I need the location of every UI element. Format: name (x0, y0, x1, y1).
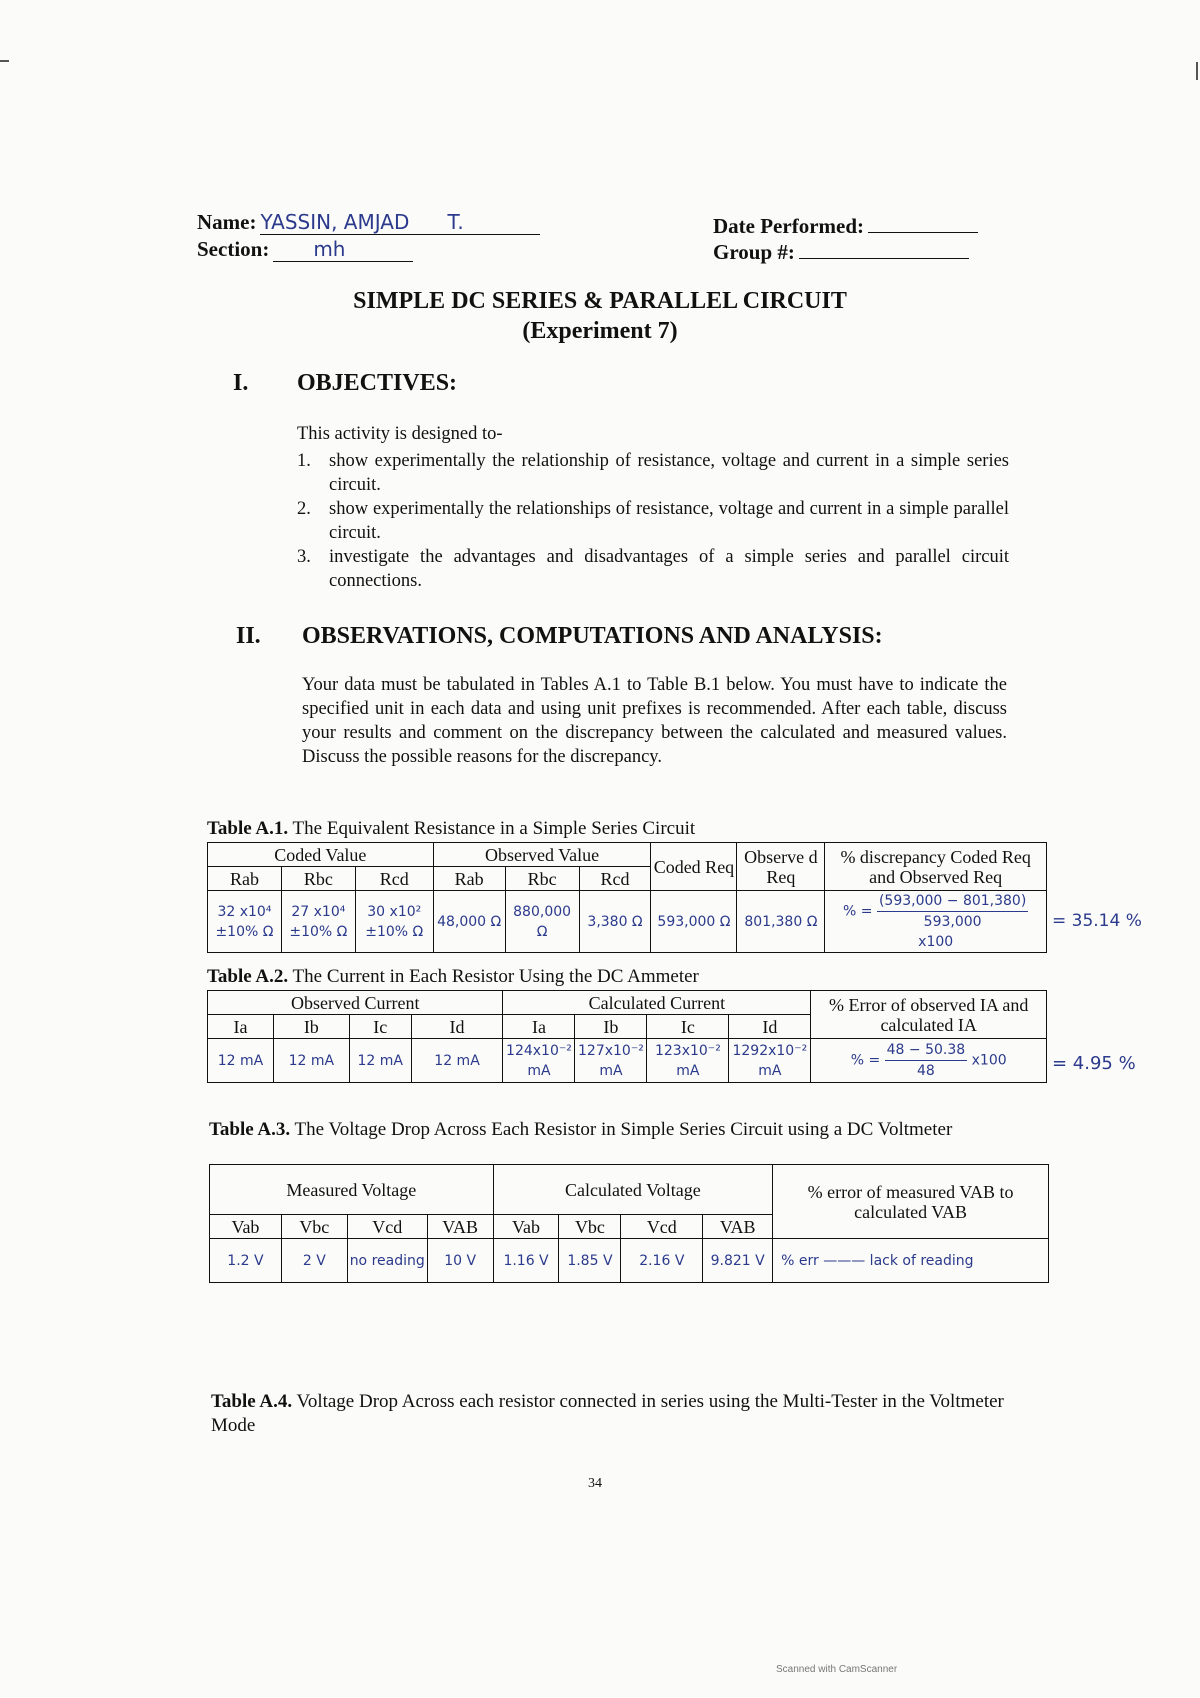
a1-sub-header: Rbc (505, 867, 579, 891)
page-number: 34 (588, 1476, 602, 1491)
a2-observed-id: 12 mA (411, 1039, 503, 1083)
scan-edge-mark-left (0, 60, 9, 62)
a1-coded-rab: 32 x10⁴ ±10% Ω (208, 891, 282, 953)
a1-discrepancy-fraction: $\frac{(593,000 - 801,380)}{593,000}$ (878, 893, 1027, 930)
a1-coded-req-header: Coded Req (651, 843, 737, 891)
a2-result-annotation: = 4.95 % (1052, 1053, 1136, 1074)
a1-observed-req-header: Observe d Req (737, 843, 825, 891)
a2-observed-current-header: Observed Current (208, 991, 503, 1015)
a3-sub-header: Vcd (621, 1215, 703, 1239)
page-title: SIMPLE DC SERIES & PARALLEL CIRCUIT (353, 288, 847, 314)
a2-sub-header: Ic (349, 1015, 411, 1039)
a1-observed-rab: 48,000 Ω (433, 891, 505, 953)
a3-calculated-voltage-header: Calculated Voltage (493, 1165, 773, 1215)
date-line (868, 212, 978, 233)
name-label: Name: (197, 210, 257, 234)
objective-item: 2. show experimentally the relationships of resistance, voltage and current in a simple parallel circuit. (297, 499, 1009, 543)
section2-paragraph: Your data must be tabulated in Tables A.1 to Table B.1 below. You must have to indicate the specified unit in each data and using unit prefixes is recommended. After each table, discuss your results and comment on the discrepancy between the calculated and measured values. Discuss the possible reasons for the discrepancy. (302, 675, 1007, 767)
section-label: Section: (197, 237, 270, 261)
scanner-watermark: Scanned with CamScanner (776, 1664, 898, 1675)
a2-sub-header: Ic (647, 1015, 729, 1039)
a2-sub-header: Id (729, 1015, 811, 1039)
a1-observed-rbc: 880,000 Ω (505, 891, 579, 953)
a3-calculated-vab-total: 9.821 V (703, 1239, 773, 1283)
date-label: Date Performed: (713, 214, 864, 238)
a3-sub-header: VAB (703, 1215, 773, 1239)
a3-calculated-vcd: 2.16 V (621, 1239, 703, 1283)
a3-sub-header: VAB (427, 1215, 493, 1239)
section1-title: OBJECTIVES: (297, 370, 458, 396)
section-row (197, 237, 413, 262)
a3-measured-vab: 1.2 V (210, 1239, 282, 1283)
a2-calculated-ib: 127x10⁻² mA (575, 1039, 647, 1083)
objective-item: 1. show experimentally the relationship of resistance, voltage and current in a simple series circuit. (297, 451, 1009, 495)
a3-error-value: % err ——— lack of reading (773, 1239, 1049, 1283)
group-label: Group #: (713, 240, 795, 264)
name-value: YASSIN, AMJAD T. (260, 210, 540, 235)
a1-result-annotation: = 35.14 % (1052, 911, 1142, 931)
a2-observed-ib: 12 mA (273, 1039, 349, 1083)
a2-sub-header: Ib (575, 1015, 647, 1039)
a1-coded-rbc: 27 x10⁴ ±10% Ω (281, 891, 355, 953)
a2-calculated-ia: 124x10⁻² mA (503, 1039, 575, 1083)
a3-error-header: % error of measured VAB to calculated VAB (773, 1165, 1049, 1239)
a2-sub-header: Id (411, 1015, 503, 1039)
a3-sub-header: Vab (210, 1215, 282, 1239)
table-a2-caption: Table A.2. The Current in Each Resistor Using the DC Ammeter (207, 966, 699, 987)
scan-edge-mark-right (1196, 62, 1198, 80)
a3-measured-vbc: 2 V (281, 1239, 347, 1283)
a1-sub-header: Rbc (281, 867, 355, 891)
table-a1-caption: Table A.1. The Equivalent Resistance in a Simple Series Circuit (207, 818, 696, 839)
a2-sub-header: Ia (208, 1015, 274, 1039)
a1-sub-header: Rcd (355, 867, 433, 891)
a2-sub-header: Ia (503, 1015, 575, 1039)
date-row (713, 212, 978, 239)
a1-coded-value-header: Coded Value (208, 843, 434, 867)
table-a3 (209, 1164, 1049, 1283)
a1-discrepancy-formula: % = $\frac{(593,000 - 801,380)}{593,000}$ x100 (825, 891, 1047, 953)
a2-error-header: % Error of observed IA and calculated IA (811, 991, 1047, 1039)
table-a4-caption: Table A.4. Voltage Drop Across each resistor connected in series using the Multi-Tester in the Voltmeter Mode (211, 1391, 1004, 1436)
a1-coded-rcd: 30 x10² ±10% Ω (355, 891, 433, 953)
objectives-list (297, 449, 1009, 593)
a2-calculated-ic: 123x10⁻² mA (647, 1039, 729, 1083)
section-value: mh (273, 237, 413, 262)
section1-number: I. (233, 370, 249, 396)
a3-sub-header: Vbc (559, 1215, 621, 1239)
group-line (799, 238, 969, 259)
a1-sub-header: Rab (433, 867, 505, 891)
table-a2 (207, 990, 1047, 1083)
a2-observed-ia: 12 mA (208, 1039, 274, 1083)
a2-calculated-current-header: Calculated Current (503, 991, 811, 1015)
a2-error-formula: % = $\frac{48 - 50.38}{48}$ x100 (811, 1039, 1047, 1083)
table-a1 (207, 842, 1047, 953)
a2-error-fraction: $\frac{48 - 50.38}{48}$ (886, 1042, 966, 1079)
a3-calculated-vbc: 1.85 V (559, 1239, 621, 1283)
a1-observed-req: 801,380 Ω (737, 891, 825, 953)
table-a3-caption: Table A.3. The Voltage Drop Across Each Resistor in Simple Series Circuit using a DC Voltmeter (209, 1119, 953, 1140)
a1-observed-value-header: Observed Value (433, 843, 651, 867)
group-row (713, 238, 969, 265)
page-subtitle: (Experiment 7) (522, 318, 678, 344)
a2-sub-header: Ib (273, 1015, 349, 1039)
a3-sub-header: Vbc (281, 1215, 347, 1239)
a3-sub-header: Vcd (347, 1215, 427, 1239)
name-row (197, 210, 540, 235)
objectives-intro: This activity is designed to- (297, 424, 503, 444)
a2-observed-ic: 12 mA (349, 1039, 411, 1083)
section2-title: OBSERVATIONS, COMPUTATIONS AND ANALYSIS: (302, 623, 883, 649)
a3-measured-voltage-header: Measured Voltage (210, 1165, 494, 1215)
a1-coded-req: 593,000 Ω (651, 891, 737, 953)
a1-observed-rcd: 3,380 Ω (579, 891, 651, 953)
section2-number: II. (236, 623, 261, 649)
a1-sub-header: Rab (208, 867, 282, 891)
a3-calculated-vab: 1.16 V (493, 1239, 559, 1283)
a1-discrepancy-header: % discrepancy Coded Req and Observed Req (825, 843, 1047, 891)
a3-measured-vcd: no reading (347, 1239, 427, 1283)
a3-measured-vab-total: 10 V (427, 1239, 493, 1283)
a1-sub-header: Rcd (579, 867, 651, 891)
a3-sub-header: Vab (493, 1215, 559, 1239)
objective-item: 3. investigate the advantages and disadvantages of a simple series and parallel circuit connections. (297, 547, 1009, 591)
a2-calculated-id: 1292x10⁻² mA (729, 1039, 811, 1083)
